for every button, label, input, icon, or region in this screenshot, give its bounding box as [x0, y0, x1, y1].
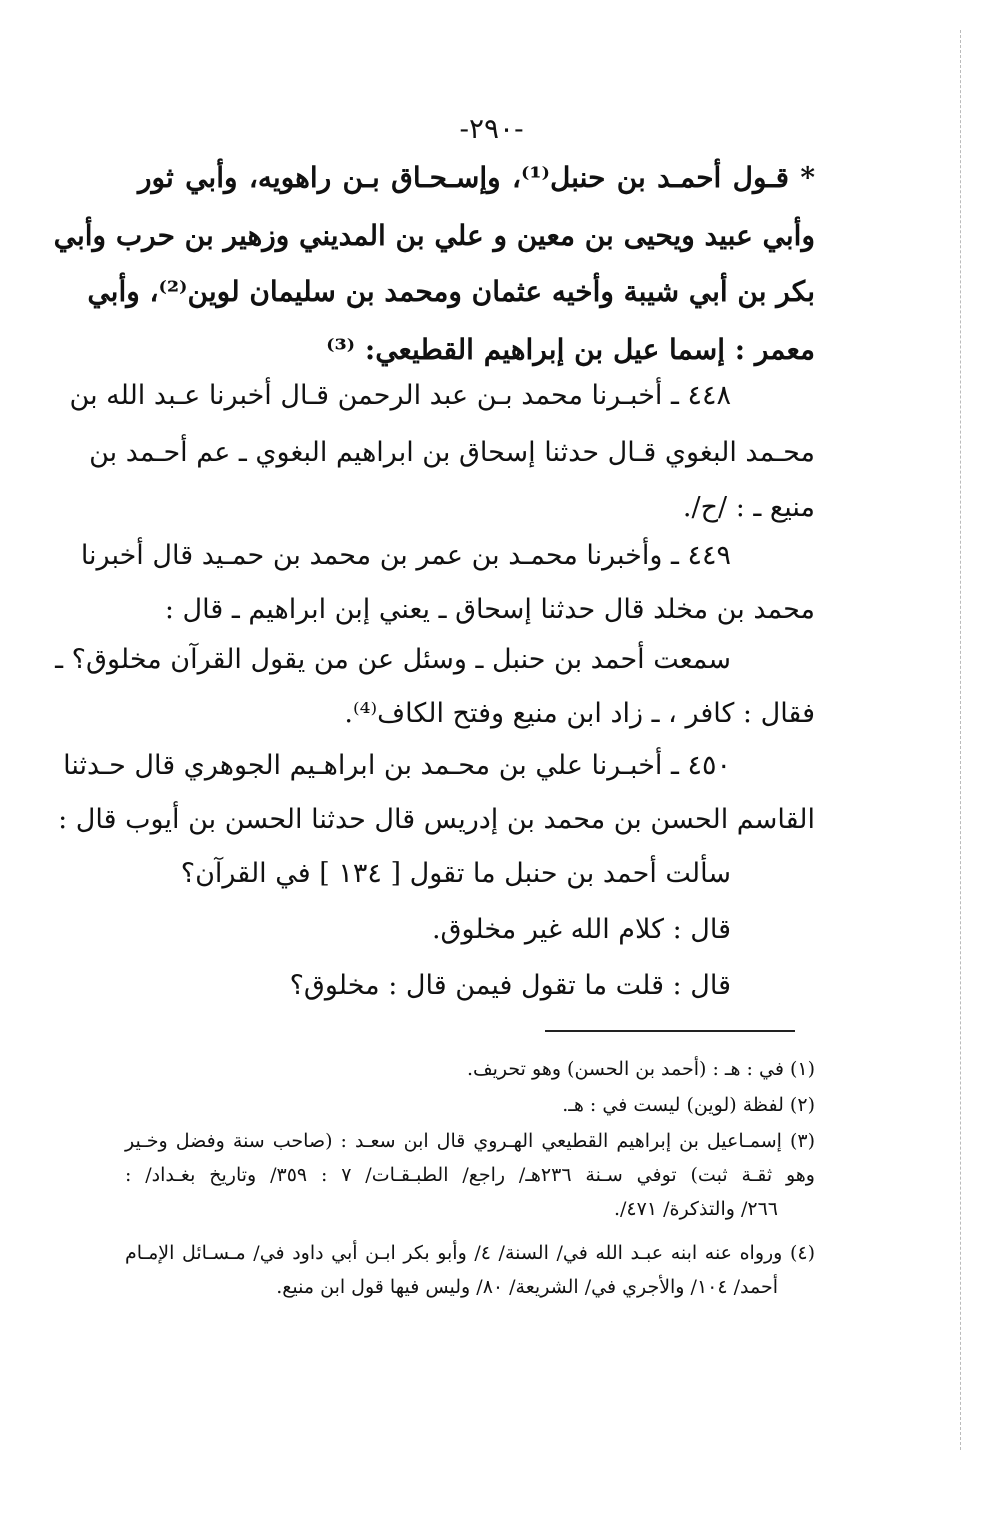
- body-line: سألت أحمد بن حنبل ما تقول [ ١٣٤ ] في القرآن؟: [180, 858, 731, 889]
- footnote-line: (٢) لفظة (لوين) ليست في : هـ.: [562, 1094, 815, 1116]
- body-line: فقال : كافر ، ـ زاد ابن منيع وفتح الكاف⁽⁴⁾.: [344, 698, 815, 729]
- footnote-line: (١) في : هـ : (أحمد بن الحسن) وهو تحريف.: [466, 1058, 815, 1080]
- page-number: -٢٩٠-: [459, 112, 524, 145]
- body-line: ٤٤٩ ـ وأخبرنا محمـد بن عمر بن محمد بن حمـيد قال أخبرنا: [80, 540, 731, 571]
- body-line: قال : قلت ما تقول فيمن قال : مخلوق؟: [289, 970, 731, 1001]
- body-line: ٤٤٨ ـ أخبـرنا محمد بـن عبد الرحمن قـال أخبرنا عـبد الله بن: [69, 380, 731, 411]
- body-line: القاسم الحسن بن محمد بن إدريس قال حدثنا الحسن بن أيوب قال :: [58, 804, 815, 835]
- heading-line: وأبي عبيد ويحيى بن معين و علي بن المديني وزهير بن حرب وأبي: [53, 219, 815, 252]
- footnote-line: وهو ثقـة ثبت) توفي سـنة ٢٣٦هـ/ راجع/ الطبـقـات/ ٧ : ٣٥٩/ وتاريخ بغـداد/ :: [125, 1164, 815, 1186]
- footnote-line: أحمد/ ١٠٤/ والأجري في/ الشريعة/ ٨٠/ وليس فيها قول ابن منيع.: [276, 1276, 778, 1298]
- heading-line: بكر بن أبي شيبة وأخيه عثمان ومحمد بن سليمان لوين⁽²⁾، وأبي: [87, 275, 815, 308]
- body-line: محمد بن مخلد قال حدثنا إسحاق ـ يعني إبن ابراهيم ـ قال :: [164, 594, 815, 625]
- body-line: محـمد البغوي قـال حدثنا إسحاق بن ابراهيم البغوي ـ عم أحـمد بن: [89, 437, 815, 468]
- body-line: ٤٥٠ ـ أخبـرنا علي بن محـمد بن ابراهـيم الجوهري قال حـدثنا: [63, 750, 731, 781]
- body-line: قال : كلام الله غير مخلوق.: [431, 914, 731, 945]
- scan-edge: [960, 30, 961, 1450]
- footnote-line: ٢٦٦/ والتذكرة/ ٤٧١/.: [613, 1198, 778, 1220]
- footnote-line: (٣) إسمـاعيل بن إبراهيم القطيعي الهـروي قال ابن سعـد : (صاحب سنة وفضل وخـير: [125, 1130, 815, 1152]
- heading-line: * قـول أحمـد بن حنبل⁽¹⁾، وإسـحـاق بـن راهويه، وأبي ثور: [138, 161, 815, 194]
- footnote-line: (٤) ورواه عنه ابنه عبـد الله في/ السنة/ ٤/ وأبو بكر ابـن أبي داود في/ مـسـائل الإمـام: [125, 1242, 815, 1264]
- heading-line: معمر : إسما عيل بن إبراهيم القطيعي: ⁽³⁾: [326, 333, 815, 366]
- body-line: منيع ـ : /ح/.: [682, 492, 815, 523]
- body-line: سمعت أحمد بن حنبل ـ وسئل عن من يقول القرآن مخلوق؟ ـ: [55, 644, 731, 675]
- footnote-separator: [545, 1030, 795, 1032]
